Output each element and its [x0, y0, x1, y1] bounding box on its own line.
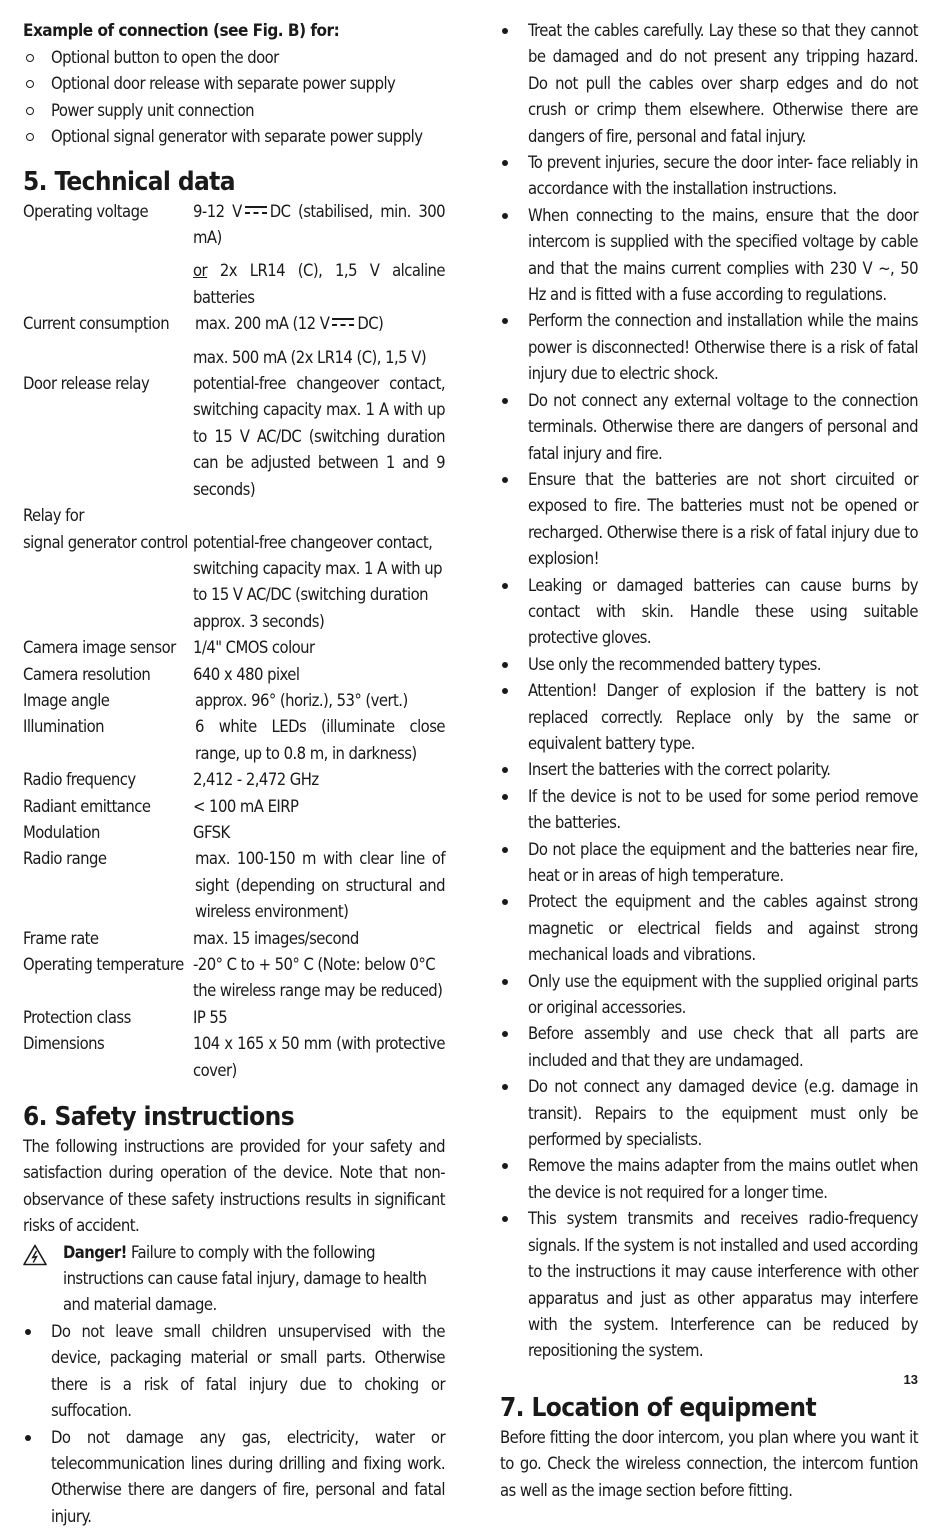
list-item: Do not damage any gas, electricity, water or telecommunication lines during drilling and fixing work. Otherwise there are dangers of fire, personal and fatal injury.: [23, 1425, 445, 1530]
spec-label: Camera image sensor: [23, 635, 193, 661]
bullet-icon: [502, 1031, 508, 1037]
list-item: Optional signal generator with separate power supply: [23, 124, 445, 150]
bullet-icon: [502, 28, 508, 34]
spec-value: 1/4" CMOS colour: [193, 635, 445, 661]
bullet-icon: [25, 1435, 31, 1441]
spec-label: Frame rate: [23, 926, 193, 952]
spec-label: Image angle: [23, 688, 193, 714]
spec-label: Operating voltage: [23, 199, 193, 252]
bullet-icon: [502, 213, 508, 219]
table-row: [23, 688, 445, 714]
table-row: [23, 1005, 445, 1031]
table-row: [23, 371, 445, 503]
spec-value: or 2x LR14 (C), 1,5 V alcaline batteries: [193, 251, 445, 311]
list-item: Optional button to open the door: [23, 45, 445, 71]
location-text: Before fitting the door intercom, you plan where you want it to go. Check the wireless connection, the intercom funtion as well as the image section before fitting.: [500, 1425, 918, 1504]
spec-value: IP 55: [193, 1005, 445, 1031]
bullet-icon: [502, 398, 508, 404]
spec-label: Camera resolution: [23, 662, 193, 688]
bullet-icon: [502, 767, 508, 773]
list-item: Do not place the equipment and the batteries near fire, heat or in areas of high temperature.: [500, 837, 918, 890]
location-heading: 7. Location of equipment: [500, 1391, 918, 1425]
spec-label: Radio frequency: [23, 767, 193, 793]
spec-value: 640 x 480 pixel: [193, 662, 445, 688]
safety-list-right: [500, 18, 918, 1365]
safety-list-left: [23, 1319, 445, 1530]
table-row: [23, 1031, 445, 1084]
spec-label: Illumination: [23, 714, 193, 767]
page-number: 13: [904, 1372, 918, 1387]
bullet-icon: [502, 979, 508, 985]
bullet-icon: [502, 318, 508, 324]
bullet-icon: [502, 899, 508, 905]
dc-symbol-icon: [245, 205, 267, 215]
dc-symbol-icon: [332, 317, 354, 327]
bullet-icon: [502, 1216, 508, 1222]
list-item: Optional door release with separate power supply: [23, 71, 445, 97]
list-item: To prevent injuries, secure the door inter- face reliably in accordance with the installation instructions.: [500, 150, 918, 203]
bullet-icon: [502, 847, 508, 853]
table-row: [23, 662, 445, 688]
table-row: [23, 714, 445, 767]
spec-value: 9-12 V DC (stabilised, min. 300 mA): [193, 199, 445, 252]
list-item: Attention! Danger of explosion if the battery is not replaced correctly. Replace only by the same or equivalent battery type.: [500, 678, 918, 757]
spec-label: Protection class: [23, 1005, 193, 1031]
bullet-icon: [502, 160, 508, 166]
list-item: Do not leave small children unsupervised with the device, packaging material or small parts. Otherwise there is a risk of fatal injury due to choking or suffocation.: [23, 1319, 445, 1425]
spec-value: potential-free changeover contact, switching capacity max. 1 A with up to 15 V AC/DC (switching duration approx. 3 seconds): [193, 503, 445, 635]
example-title: Example of connection (see Fig. B) for:: [23, 18, 445, 45]
bullet-icon: [502, 1163, 508, 1169]
spec-label: Radiant emittance: [23, 794, 193, 820]
list-item: Do not connect any external voltage to the connection terminals. Otherwise there are dangers of personal and fatal injury and fire.: [500, 388, 918, 467]
table-row: [23, 767, 445, 793]
table-row: [23, 199, 445, 252]
list-item: Remove the mains adapter from the mains outlet when the device is not required for a longer time.: [500, 1153, 918, 1206]
table-row: [23, 794, 445, 820]
danger-notice: Danger! Failure to comply with the following instructions can cause fatal injury, damage to health and material damage.: [23, 1240, 445, 1319]
bullet-icon: [502, 662, 508, 668]
list-item: Use only the recommended battery types.: [500, 652, 918, 678]
example-list: [23, 45, 445, 151]
list-item: Treat the cables carefully. Lay these so that they cannot be damaged and do not present any tripping hazard. Do not pull the cables over sharp edges and do not crush or crimp them elsewhere. Otherwise there are dangers of fire, personal and fatal injury.: [500, 18, 918, 150]
spec-label: Relay for signal generator control: [23, 503, 193, 635]
table-row: [23, 635, 445, 661]
spec-value: potential-free changeover contact, switching capacity max. 1 A with up to 15 V AC/DC (switching duration can be adjusted between 1 and 9 seconds): [193, 371, 445, 503]
list-item: Protect the equipment and the cables against strong magnetic or electrical fields and against strong mechanical loads and vibrations.: [500, 889, 918, 968]
spec-value: max. 500 mA (2x LR14 (C), 1,5 V): [193, 338, 445, 371]
bullet-icon: [502, 477, 508, 483]
bullet-icon: [502, 583, 508, 589]
spec-value: 104 x 165 x 50 mm (with protective cover): [193, 1031, 445, 1084]
list-item: Insert the batteries with the correct polarity.: [500, 757, 918, 783]
spec-value: 6 white LEDs (illuminate close range, up to 0.8 m, in darkness): [193, 714, 445, 767]
list-item: Do not connect any damaged device (e.g. damage in transit). Repairs to the equipment must only be performed by specialists.: [500, 1074, 918, 1153]
list-item: Power supply unit connection: [23, 98, 445, 124]
spec-label: Door release relay: [23, 371, 193, 503]
table-row: [23, 251, 445, 311]
spec-label: Dimensions: [23, 1031, 193, 1084]
safety-intro: The following instructions are provided for your safety and satisfaction during operation of the device. Note that non-observance of these safety instructions results in significant risks of accident.: [23, 1134, 445, 1240]
bullet-icon: [502, 794, 508, 800]
spec-value: < 100 mA EIRP: [193, 794, 445, 820]
bullet-icon: [502, 1084, 508, 1090]
list-item: Perform the connection and installation while the mains power is disconnected! Otherwise there is a risk of fatal injury due to electric shock.: [500, 308, 918, 387]
list-item: Before assembly and use check that all parts are included and that they are undamaged.: [500, 1021, 918, 1074]
spec-value: max. 100-150 m with clear line of sight (depending on structural and wireless environment): [193, 846, 445, 925]
table-row: [23, 846, 445, 925]
table-row: [23, 503, 445, 635]
table-row: [23, 926, 445, 952]
spec-value: max. 15 images/second: [193, 926, 445, 952]
technical-data-table: [23, 199, 445, 1084]
safety-instructions-heading: 6. Safety instructions: [23, 1100, 445, 1134]
table-row: [23, 338, 445, 371]
spec-label: Current consumption: [23, 311, 193, 337]
circle-bullet-icon: [26, 133, 34, 141]
table-row: [23, 952, 445, 1005]
list-item: Leaking or damaged batteries can cause burns by contact with skin. Handle these using suitable protective gloves.: [500, 573, 918, 652]
spec-value: max. 200 mA (12 V DC): [193, 311, 445, 337]
danger-label: Danger!: [63, 1243, 127, 1262]
spec-value: approx. 96° (horiz.), 53° (vert.): [193, 688, 445, 714]
technical-data-heading: 5. Technical data: [23, 165, 445, 199]
spec-label: Operating temperature: [23, 952, 193, 1005]
spec-label: Radio range: [23, 846, 193, 925]
circle-bullet-icon: [26, 107, 34, 115]
list-item: If the device is not to be used for some period remove the batteries.: [500, 784, 918, 837]
bullet-icon: [502, 688, 508, 694]
circle-bullet-icon: [26, 80, 34, 88]
list-item: This system transmits and receives radio-frequency signals. If the system is not installed and used according to the instructions it may cause interference with other apparatus and just as other apparatus may interfere with the system. Interference can be reduced by repositioning the system.: [500, 1206, 918, 1364]
table-row: [23, 311, 445, 337]
spec-value: GFSK: [193, 820, 445, 846]
list-item: When connecting to the mains, ensure that the door intercom is supplied with the specified voltage by cable and that the mains current complies with 230 V ~, 50 Hz and is fitted with a fuse according to regulations.: [500, 203, 918, 309]
spec-value: -20° C to + 50° C (Note: below 0°C the wireless range may be reduced): [193, 952, 445, 1005]
list-item: Only use the equipment with the supplied original parts or original accessories.: [500, 969, 918, 1022]
bullet-icon: [25, 1329, 31, 1335]
list-item: Ensure that the batteries are not short circuited or exposed to fire. The batteries must not be opened or recharged. Otherwise there is a risk of fatal injury due to explosion!: [500, 467, 918, 573]
spec-label: Modulation: [23, 820, 193, 846]
circle-bullet-icon: [26, 54, 34, 62]
left-column: [23, 18, 445, 1530]
right-column: [500, 18, 918, 1504]
warning-triangle-icon: [23, 1244, 47, 1266]
spec-value: 2,412 - 2,472 GHz: [193, 767, 445, 793]
table-row: [23, 820, 445, 846]
